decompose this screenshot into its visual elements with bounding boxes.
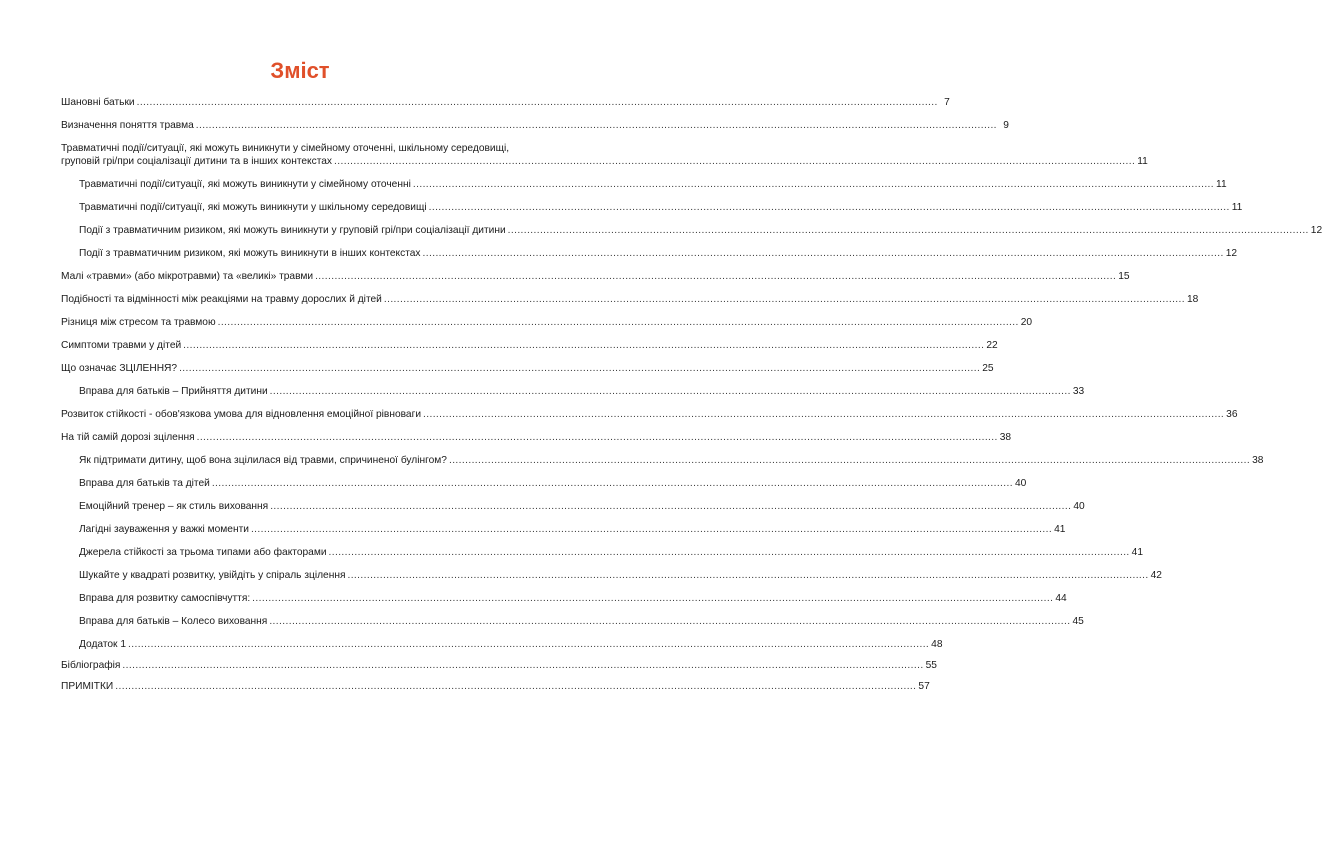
toc-entry[interactable] xyxy=(79,454,1264,467)
toc-entry-text: Бібліографія xyxy=(61,660,121,671)
dot-leader xyxy=(429,201,1230,214)
toc-page-number: 18 xyxy=(1187,294,1199,305)
dot-leader xyxy=(251,523,1052,536)
toc-entry-text: Подібності та відмінності між реакціями на травму дорослих й дітей xyxy=(61,294,382,305)
toc-entry-text: Додаток 1 xyxy=(79,639,127,650)
toc-page-number: 12 xyxy=(1310,225,1322,236)
toc-entry-text: груповій грі/при соціалізації дитини та в інших контекстах xyxy=(61,156,333,167)
toc-page-number: 41 xyxy=(1054,524,1066,535)
dot-leader xyxy=(122,659,923,672)
toc-page-number: 22 xyxy=(986,340,998,351)
toc-entry-text: Малі «травми» (або мікротравми) та «великі» травми xyxy=(61,271,314,282)
toc-page-number: 40 xyxy=(1073,501,1085,512)
toc-entry-text: Шукайте у квадраті розвитку, увійдіть у спіраль зцілення xyxy=(79,570,346,581)
toc-entry-text: Що означає ЗЦІЛЕННЯ? xyxy=(61,363,178,374)
toc-entry[interactable] xyxy=(61,659,937,672)
toc-entry-text: Визначення поняття травма xyxy=(61,120,194,131)
toc-entry[interactable] xyxy=(61,339,998,352)
toc-entry[interactable] xyxy=(61,142,1148,168)
toc-entry[interactable] xyxy=(61,270,1130,283)
dot-leader xyxy=(196,119,997,132)
toc-entry[interactable] xyxy=(61,316,1033,329)
toc-entry-text: На тій самій дорозі зцілення xyxy=(61,432,195,443)
toc-page-number: 15 xyxy=(1118,271,1130,282)
toc-entry[interactable] xyxy=(79,201,1243,214)
toc-entry[interactable] xyxy=(61,293,1199,306)
toc-entry[interactable] xyxy=(61,362,994,375)
dot-leader xyxy=(329,546,1130,559)
toc-page-number: 12 xyxy=(1225,248,1238,259)
toc-page-number: 7 xyxy=(944,97,950,108)
toc-entry-text: Вправа для батьків та дітей xyxy=(79,478,210,489)
toc-entry-text: Травматичні події/ситуації, які можуть виникнути у сімейному оточенні xyxy=(79,179,411,190)
toc-entry-text: ПРИМІТКИ xyxy=(61,681,114,692)
toc-entry-text: Як підтримати дитину, щоб вона зцілилася від травми, спричиненої булінгом? xyxy=(79,455,447,466)
toc-entry[interactable] xyxy=(79,477,1027,490)
toc-page-number: 33 xyxy=(1072,386,1085,397)
toc-page-number: 48 xyxy=(931,639,943,650)
toc-entry[interactable] xyxy=(61,431,1012,444)
toc-entry[interactable] xyxy=(61,408,1238,421)
dot-leader xyxy=(183,339,984,352)
dot-leader xyxy=(128,638,929,651)
toc-page-number: 45 xyxy=(1072,616,1084,627)
toc-entry[interactable] xyxy=(79,224,1322,237)
toc-page-number: 38 xyxy=(999,432,1012,443)
toc-entry-text-line1: Травматичні події/ситуації, які можуть виникнути у сімейному оточенні, шкільному середовищі, xyxy=(61,143,510,154)
toc-entry-text: Шановні батьки xyxy=(61,97,135,108)
toc-entry-text: Розвиток стійкості - обов'язкова умова для відновлення емоційної рівноваги xyxy=(61,409,422,420)
dot-leader xyxy=(212,477,1013,490)
toc-entry[interactable] xyxy=(61,119,1009,132)
toc-entry-text: Лагідні зауваження у важкі моменти xyxy=(79,524,249,535)
dot-leader xyxy=(269,615,1070,628)
toc-page-number: 42 xyxy=(1150,570,1162,581)
toc-page-number: 44 xyxy=(1055,593,1067,604)
toc-page-number: 55 xyxy=(925,660,937,671)
toc-page-number: 11 xyxy=(1231,202,1243,213)
toc-page-number: 9 xyxy=(1003,120,1009,131)
toc-entry-text: Вправа для розвитку самоспівчуття: xyxy=(79,593,251,604)
toc-entry[interactable] xyxy=(61,680,930,693)
toc-entry[interactable] xyxy=(79,592,1067,605)
toc-entry-text: Джерела стійкості за трьома типами або факторами xyxy=(79,547,327,558)
dot-leader xyxy=(115,680,916,693)
toc-entry-text: Симптоми травми у дітей xyxy=(61,340,182,351)
toc-entry[interactable] xyxy=(79,546,1144,559)
dot-leader xyxy=(137,96,938,109)
toc-entry-text: Травматичні події/ситуації, які можуть виникнути у шкільному середовищі xyxy=(79,202,427,213)
toc-entry[interactable] xyxy=(79,569,1162,582)
toc-page-number: 11 xyxy=(1216,179,1227,190)
dot-leader xyxy=(270,385,1071,398)
toc-page-number: 36 xyxy=(1226,409,1238,420)
toc-entry-text: Події з травматичним ризиком, які можуть виникнути у груповій грі/при соціалізації дитини xyxy=(79,225,506,236)
dot-leader xyxy=(252,592,1053,605)
toc-entry-text: Різниця між стресом та травмою xyxy=(61,317,216,328)
toc-entry[interactable] xyxy=(79,178,1227,191)
toc-entry[interactable] xyxy=(79,247,1238,260)
toc-entry[interactable] xyxy=(79,615,1084,628)
toc-page-number: 38 xyxy=(1252,455,1264,466)
toc-entry-text: Вправа для батьків – Колесо виховання xyxy=(79,616,268,627)
toc-entry-text: Емоційний тренер – як стиль виховання xyxy=(79,501,269,512)
toc-page-number: 25 xyxy=(982,363,994,374)
toc-page-number: 41 xyxy=(1131,547,1144,558)
toc-entry[interactable] xyxy=(79,500,1085,513)
dot-leader xyxy=(347,569,1148,582)
toc-entry-text: Вправа для батьків – Прийняття дитини xyxy=(79,386,268,397)
dot-leader xyxy=(315,270,1116,283)
toc-entry[interactable] xyxy=(79,523,1066,536)
dot-leader xyxy=(334,155,1135,168)
dot-leader xyxy=(384,293,1185,306)
toc-entry[interactable] xyxy=(79,385,1085,398)
toc-entry[interactable] xyxy=(79,638,943,651)
dot-leader xyxy=(423,247,1224,260)
dot-leader xyxy=(270,500,1071,513)
dot-leader xyxy=(413,178,1214,191)
toc-entry-text: Події з травматичним ризиком, які можуть виникнути в інших контекстах xyxy=(79,248,421,259)
dot-leader xyxy=(449,454,1250,467)
toc-entry[interactable] xyxy=(61,96,950,109)
dot-leader xyxy=(508,224,1309,237)
dot-leader xyxy=(197,431,998,444)
toc-page-number: 20 xyxy=(1020,317,1033,328)
toc-page-number: 57 xyxy=(918,681,930,692)
dot-leader xyxy=(218,316,1019,329)
page-title: Зміст xyxy=(270,58,330,83)
dot-leader xyxy=(179,362,980,375)
dot-leader xyxy=(423,408,1224,421)
table-of-contents xyxy=(61,96,1322,693)
toc-page-number: 11 xyxy=(1137,156,1148,167)
toc-page-number: 40 xyxy=(1014,478,1027,489)
